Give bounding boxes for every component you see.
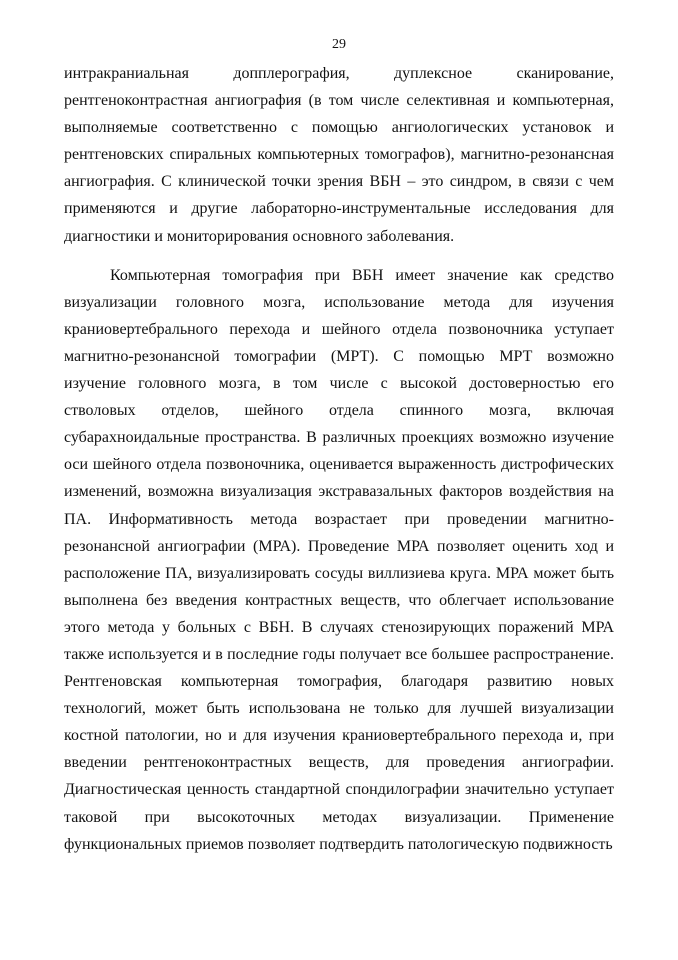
- body-text: [64, 60, 614, 858]
- page-number: 29: [332, 37, 346, 52]
- paragraph-continuation: интракраниальная допплерография, дуплексное сканирование, рентгеноконтрастная ангиография (в том числе селективная и компьютерная, выполняемые соответственно с помощью ангиологических установок и рентгеновских спиральных компьютерных томографов), магнитно-резонансная ангиография. С клинической точки зрения ВБН – это синдром, в связи с чем применяются и другие лабораторно-инструментальные исследования для диагностики и мониторирования основного заболевания.: [64, 65, 614, 245]
- paragraph-computed-tomography: Компьютерная томография при ВБН имеет значение как средство визуализации головного мозга, использование метода для изучения краниовертебрального перехода и шейного отдела позвоночника уступает магнитно-резонансной томографии (МРТ). С помощью МРТ возможно изучение головного мозга, в том числе с высокой достоверностью его стволовых отделов, шейного отдела спинного мозга, включая субарахноидальные пространства. В различных проекциях возможно изучение оси шейного отдела позвоночника, оценивается выраженность дистрофических изменений, возможна визуализация экстравазальных факторов воздействия на ПА. Информативность метода возрастает при проведении магнитно-резонансной ангиографии (МРА). Проведение МРА позволяет оценить ход и расположение ПА, визуализировать сосуды виллизиева круга. МРА может быть выполнена без введения контрастных веществ, что облегчает использование этого метода у больных с ВБН. В случаях стенозирующих поражений МРА также используется и в последние годы получает все большее распространение. Рентгеновская компьютерная томография, благодаря развитию новых технологий, может быть использована не только для лучшей визуализации костной патологии, но и для изучения краниовертебрального перехода и, при введении рентгеноконтрастных веществ, для проведения ангиографии. Диагностическая ценность стандартной спондилографии значительно уступает таковой при высокоточных методах визуализации. Применение функциональных приемов позволяет подтвердить патологическую подвижность: [64, 266, 614, 853]
